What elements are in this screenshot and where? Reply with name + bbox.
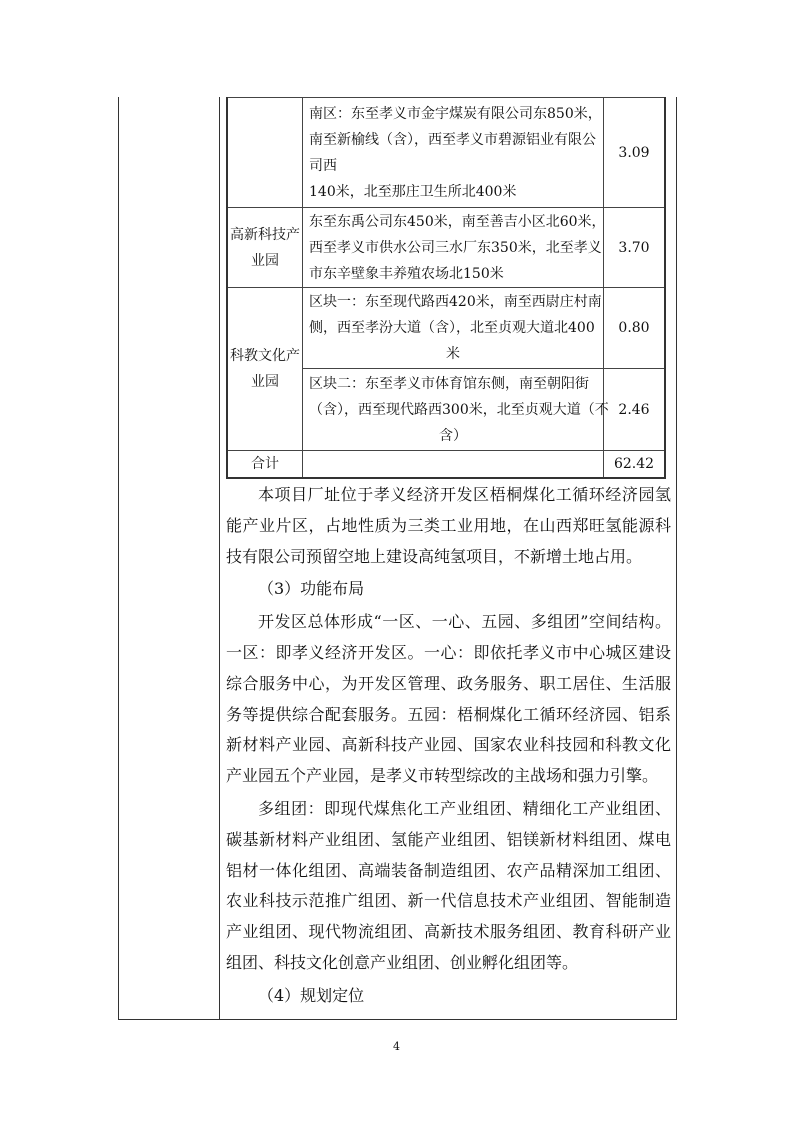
outer-table-column-divider [219, 97, 220, 1020]
zone-area-cell: 3.09 [604, 98, 666, 208]
total-value: 62.42 [604, 451, 666, 479]
heading-planning-positioning: （4）规划定位 [258, 985, 365, 1005]
table-row [227, 288, 665, 369]
table-row [227, 98, 665, 208]
boundary-line: 东至东禹公司东450米，南至善吉小区北60米， [309, 213, 606, 230]
zone-boundary-cell [303, 369, 609, 451]
boundary-line: 侧，西至孝汾大道（含），北至贞观大道北400 [309, 320, 595, 336]
zone-name: 科教文化产业园 [230, 348, 300, 390]
paragraph-spatial-structure: 开发区总体形成“一区、一心、五园、多组团”空间结构。一区：即孝义经济开发区。一心：即依托孝义市中心城区建设综合服务中心，为开发区管理、政务服务、职工居住、生活服务等提供综合配套服务。五园：梧桐煤化工循环经济园、铝系新材料产业园、高新科技产业园、国家农业科技园和科教文化产业园五个产业园，是孝义市转型综改的主战场和强力引擎。 [226, 612, 671, 786]
heading-functional-layout: （3）功能布局 [258, 579, 365, 599]
boundary-line: 市东辛壁象丰养殖农场北150米 [309, 265, 504, 282]
zone-name-cell [227, 208, 303, 288]
boundary-line: 含） [439, 427, 467, 444]
zone-name-cell [227, 288, 303, 451]
page-number: 4 [393, 1040, 400, 1053]
zone-area-cell: 3.70 [604, 208, 666, 288]
total-label: 合计 [227, 451, 303, 479]
zone-area-cell: 0.80 [604, 288, 666, 369]
boundary-line: 区块二：东至孝义市体育馆东侧，南至朝阳街 [309, 375, 589, 392]
boundary-line: 司西 [309, 157, 337, 174]
zoning-table [226, 97, 666, 479]
total-empty-cell [303, 451, 604, 479]
zone-boundary-cell [303, 98, 604, 208]
zone-boundary-cell [303, 208, 604, 288]
paragraph-site-location: 本项目厂址位于孝义经济开发区梧桐煤化工循环经济园氢能产业片区，占地性质为三类工业用地，在山西郑旺氢能源科技有限公司预留空地上建设高纯氢项目，不新增土地占用。 [226, 485, 671, 566]
zone-name-cell [227, 98, 303, 208]
zone-boundary-cell [303, 288, 604, 369]
paragraph-clusters: 多组团：即现代煤焦化工产业组团、精细化工产业组团、碳基新材料产业组团、氢能产业组团、铝镁新材料组团、煤电铝材一体化组团、高端装备制造组团、农产品精深加工组团、农业科技示范推广组团、新一代信息技术产业组团、智能制造产业组团、现代物流组团、高新技术服务组团、教育科研产业组团、科技文化创意产业组团、创业孵化组团等。 [226, 798, 671, 972]
body-text [226, 480, 671, 1012]
boundary-line: 西至孝义市供水公司三水厂东350米，北至孝义 [309, 239, 602, 256]
boundary-line: 南至新榆线（含），西至孝义市碧源铝业有限公 [309, 131, 596, 148]
boundary-line: 140米，北至那庄卫生所北400米 [309, 183, 517, 200]
table-row [227, 208, 665, 288]
table-total-row [227, 451, 665, 479]
boundary-line: 南区：东至孝义市金宇煤炭有限公司东850米， [309, 105, 602, 122]
boundary-line: （含），西至现代路西300米，北至贞观大道（不 [309, 401, 609, 418]
zone-name: 高新科技产业园 [230, 226, 300, 269]
boundary-line: 区块一：东至现代路西420米，南至西尉庄村南 [309, 294, 602, 310]
boundary-line: 米 [446, 346, 460, 362]
zone-area-cell: 2.46 [604, 369, 666, 451]
